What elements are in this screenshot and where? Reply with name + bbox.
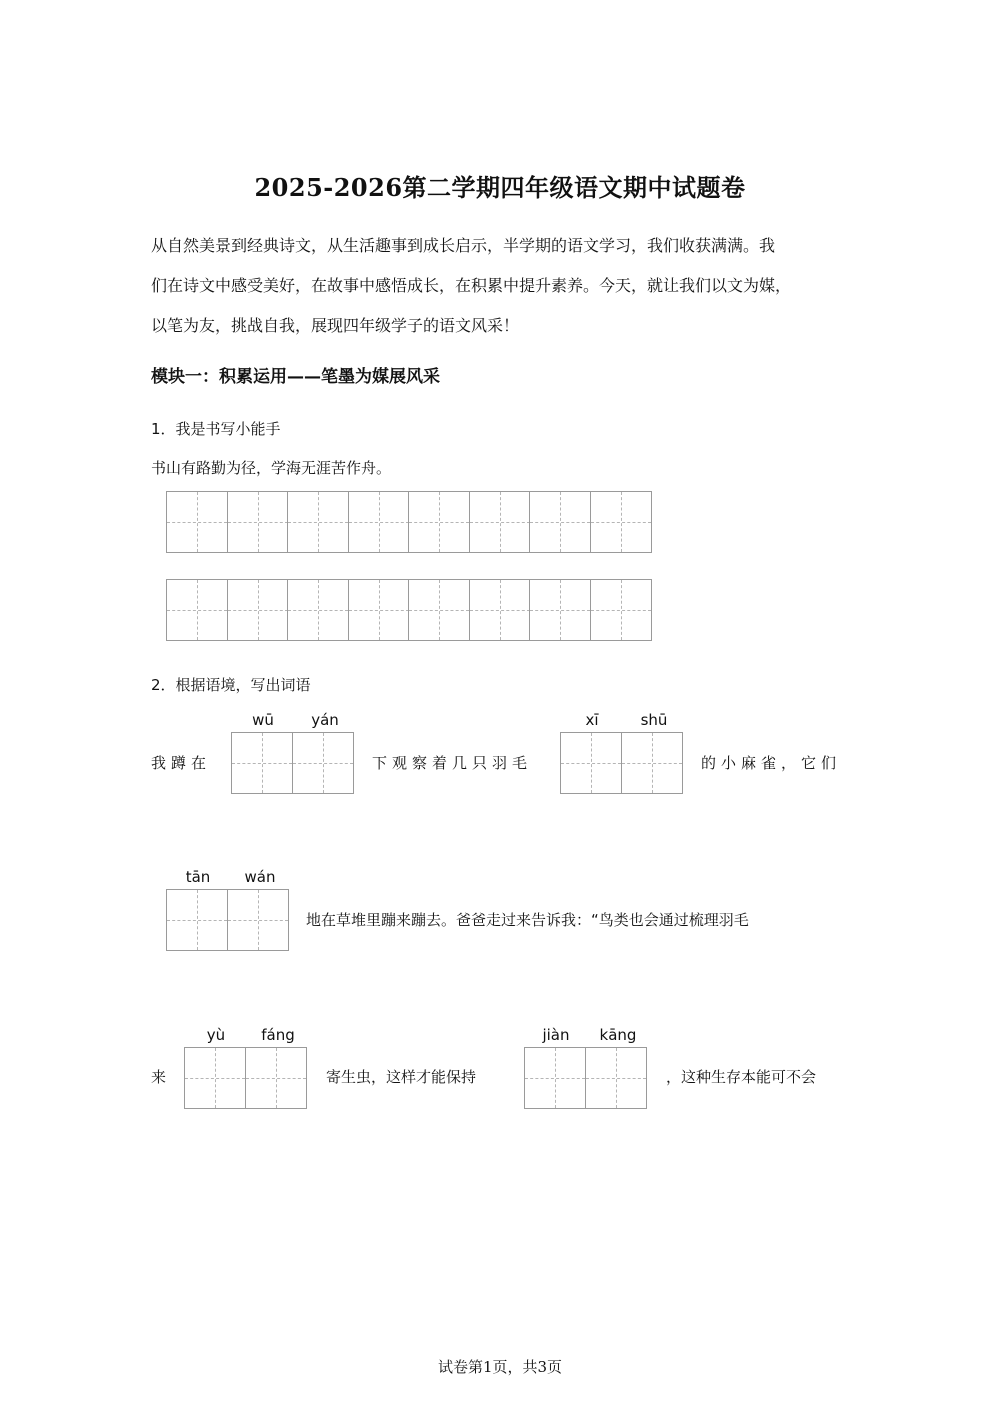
writing-cell[interactable] bbox=[227, 491, 289, 553]
pinyin-label: kāng bbox=[599, 1026, 637, 1044]
writing-cell[interactable] bbox=[529, 491, 591, 553]
answer-cell[interactable] bbox=[621, 732, 683, 794]
context-text: ，这种生存本能可不会 bbox=[666, 1068, 817, 1086]
writing-cell[interactable] bbox=[348, 579, 410, 641]
answer-cell[interactable] bbox=[292, 732, 354, 794]
answer-cell[interactable] bbox=[524, 1047, 586, 1109]
pinyin-label: shū bbox=[640, 711, 668, 729]
question-2-title: 2．根据语境，写出词语 bbox=[151, 676, 311, 694]
pinyin-label: jiàn bbox=[542, 1026, 570, 1044]
intro-line-1: 从自然美景到经典诗文，从生活趣事到成长启示，半学期的语文学习，我们收获满满。我 bbox=[151, 236, 776, 255]
answer-cell[interactable] bbox=[245, 1047, 307, 1109]
pinyin-label: tān bbox=[185, 868, 211, 886]
writing-cell[interactable] bbox=[408, 579, 470, 641]
writing-cell[interactable] bbox=[166, 579, 228, 641]
answer-grid-yufang bbox=[184, 1047, 305, 1109]
answer-cell[interactable] bbox=[560, 732, 622, 794]
writing-cell[interactable] bbox=[287, 491, 349, 553]
context-text: 下观察着几只羽毛 bbox=[372, 754, 533, 772]
answer-cell[interactable] bbox=[231, 732, 293, 794]
context-text: 的小麻雀，它们 bbox=[701, 754, 842, 772]
writing-cell[interactable] bbox=[529, 579, 591, 641]
copy-sentence: 书山有路勤为径，学海无涯苦作舟。 bbox=[151, 459, 392, 477]
answer-cell[interactable] bbox=[166, 889, 228, 951]
answer-grid-jiankang bbox=[524, 1047, 645, 1109]
answer-cell[interactable] bbox=[585, 1047, 647, 1109]
answer-grid-tanwan bbox=[166, 889, 287, 951]
writing-cell[interactable] bbox=[166, 491, 228, 553]
intro-line-2: 们在诗文中感受美好，在故事中感悟成长，在积累中提升素养。今天，就让我们以文为媒， bbox=[151, 276, 792, 295]
writing-cell[interactable] bbox=[227, 579, 289, 641]
page-title: 2025-2026第二学期四年级语文期中试题卷 bbox=[254, 173, 746, 202]
writing-cell[interactable] bbox=[590, 579, 652, 641]
context-text: 寄生虫，这样才能保持 bbox=[326, 1068, 477, 1086]
writing-cell[interactable] bbox=[287, 579, 349, 641]
pinyin-label: yù bbox=[206, 1026, 226, 1044]
page-footer: 试卷第1页，共3页 bbox=[437, 1358, 563, 1376]
pinyin-label: yán bbox=[311, 711, 339, 729]
answer-cell[interactable] bbox=[184, 1047, 246, 1109]
writing-cell[interactable] bbox=[408, 491, 470, 553]
pinyin-label: fáng bbox=[261, 1026, 295, 1044]
writing-cell[interactable] bbox=[469, 579, 531, 641]
answer-grid-wuyan bbox=[231, 732, 352, 794]
writing-grid-row-1 bbox=[166, 491, 650, 553]
pinyin-label: xī bbox=[585, 711, 599, 729]
writing-grid-row-2 bbox=[166, 579, 650, 641]
answer-cell[interactable] bbox=[227, 889, 289, 951]
answer-grid-xishu bbox=[560, 732, 681, 794]
writing-cell[interactable] bbox=[469, 491, 531, 553]
writing-cell[interactable] bbox=[348, 491, 410, 553]
intro-line-3: 以笔为友，挑战自我，展现四年级学子的语文风采！ bbox=[151, 316, 520, 335]
context-text: 地在草堆里蹦来蹦去。爸爸走过来告诉我：“鸟类也会通过梳理羽毛 bbox=[306, 911, 749, 929]
pinyin-label: wū bbox=[252, 711, 274, 729]
context-text: 来 bbox=[151, 1068, 167, 1086]
module-heading: 模块一：积累运用——笔墨为媒展风采 bbox=[151, 367, 440, 387]
question-1-title: 1．我是书写小能手 bbox=[151, 420, 281, 438]
writing-cell[interactable] bbox=[590, 491, 652, 553]
context-text: 我蹲在 bbox=[151, 754, 212, 772]
pinyin-label: wán bbox=[244, 868, 276, 886]
